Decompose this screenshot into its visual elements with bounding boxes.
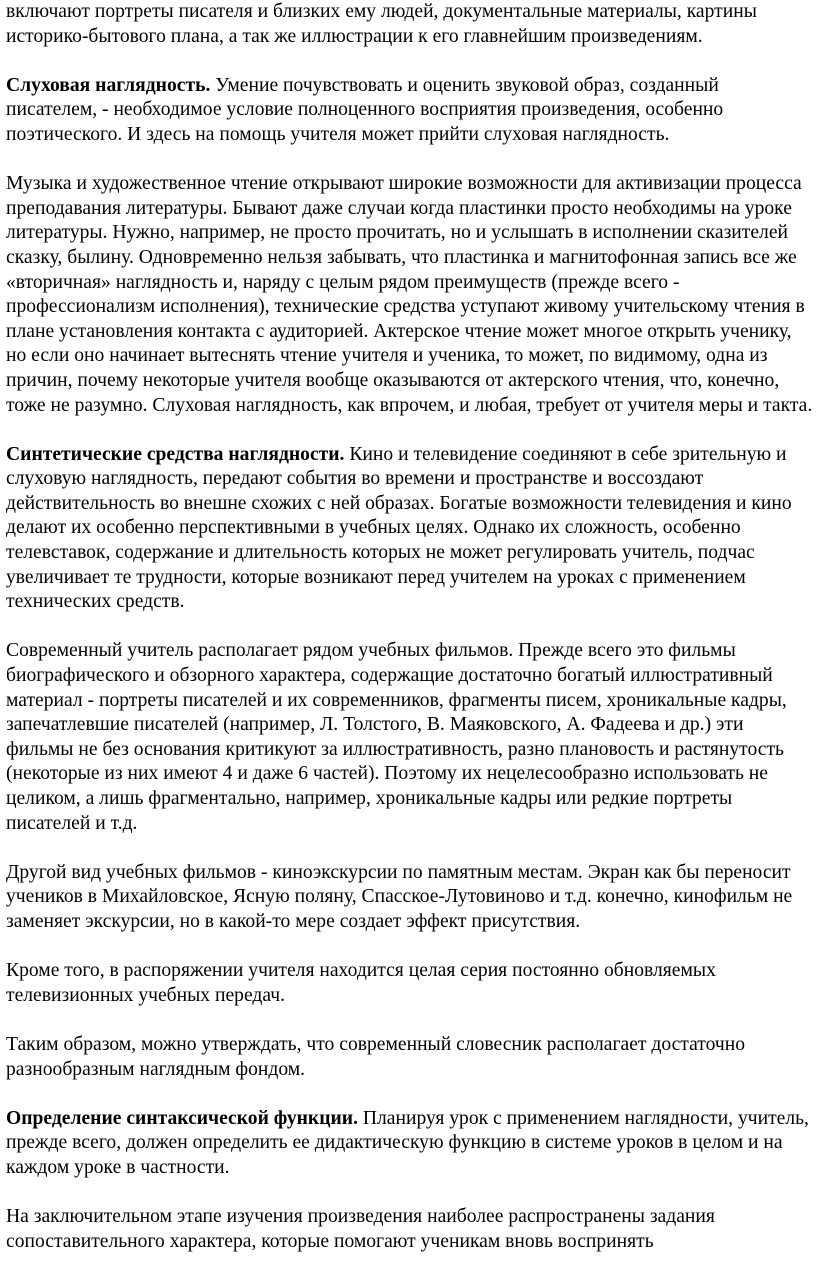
paragraph-1-text: включают портреты писателя и близких ему людей, документальные материалы, картины историко-бытового плана, а так же иллюстрации к его главнейшим произведениям. [6, 1, 757, 47]
paragraph-5-text: Современный учитель располагает рядом учебных фильмов. Прежде всего это фильмы биографического и обзорного характера, содержащие достаточно богатый иллюстративный материал - портреты писателей и их современников, фрагменты писем, хроникальные кадры, запечатлевшие писателей (например, Л. Толстого, В. Маяковского, А. Фадеева и др.) эти фильмы не без основания критикуют за иллюстративность, разно плановость и растянутость (некоторые из них имеют 4 и даже 6 частей). Поэтому их нецелесообразно использовать не целиком, а лишь фрагментально, например, хроникальные кадры или редкие портреты писателей и т.д. [6, 640, 787, 834]
paragraph-6 [6, 861, 814, 935]
document-page [6, 0, 814, 1279]
paragraph-3 [6, 172, 814, 418]
paragraph-7-text: Кроме того, в распоряжении учителя находится целая серия постоянно обновляемых телевизионных учебных передач. [6, 960, 716, 1006]
paragraph-8 [6, 1033, 814, 1082]
paragraph-8-text: Таким образом, можно утверждать, что современный словесник располагает достаточно разнообразным наглядным фондом. [6, 1033, 746, 1080]
paragraph-1 [6, 0, 814, 49]
paragraph-10-text: На заключительном этапе изучения произведения наиболее распространены задания сопоставительного характера, которые помогают ученикам вновь воспринять [6, 1206, 715, 1252]
paragraph-6-text: Другой вид учебных фильмов - киноэкскурсии по памятным местам. Экран как бы переносит учеников в Михайловское, Ясную поляну, Спасское-Лутовиново и т.д. конечно, кинофильм не заменяет экскурсии, но в какой-то мере создает эффект присутствия. [6, 861, 793, 932]
paragraph-9 [6, 1107, 814, 1181]
paragraph-5 [6, 639, 814, 836]
paragraph-4-text: Кино и телевидение соединяют в себе зрительную и слуховую наглядность, передают события во времени и пространстве и воссоздают действительность во внешне схожих с ней образах. Богатые возможности телевидения и кино делают их особенно перспективными в учебных целях. Однако их сложность, особенно телевставок, содержание и длительность которых не может регулировать учитель, подчас увеличивает те трудности, которые возникают перед учителем на уроках с применением технических средств. [6, 443, 792, 613]
paragraph-9-heading: Определение синтаксической функции. [6, 1107, 358, 1129]
paragraph-2-text: Умение почувствовать и оценить звуковой образ, созданный писателем, - необходимое условие полноценного восприятия произведения, особенно поэтического. И здесь на помощь учителя может прийти слуховая наглядность. [6, 74, 724, 145]
paragraph-2-heading: Слуховая наглядность. [6, 74, 211, 96]
paragraph-2 [6, 74, 814, 148]
paragraph-7 [6, 959, 814, 1008]
paragraph-4 [6, 443, 814, 615]
paragraph-9-text: Планируя урок с применением наглядности, учитель, прежде всего, должен определить ее дидактическую функцию в системе уроков в целом и на каждом уроке в частности. [6, 1107, 809, 1178]
paragraph-10 [6, 1205, 814, 1254]
paragraph-3-text: Музыка и художественное чтение открывают широкие возможности для активизации процесса преподавания литературы. Бывают даже случаи когда пластинки просто необходимы на уроке литературы. Нужно, например, не просто прочитать, но и услышать в исполнении сказителей сказку, былину. Одновременно нельзя забывать, что пластинка и магнитофонная запись все же «вторичная» наглядность и, наряду с целым рядом преимуществ (прежде всего - профессионализм исполнения), технические средства уступают живому учительскому чтения в плане установления контакта с аудиторией. Актерское чтение может многое открыть ученику, но если оно начинает вытеснять чтение учителя и ученика, то может, по видимому, одна из причин, почему некоторые учителя вообще оказываются от актерского чтения, что, конечно, тоже не разумно. Слуховая наглядность, как впрочем, и любая, требует от учителя меры и такта. [6, 173, 813, 416]
paragraph-4-heading: Синтетические средства наглядности. [6, 443, 345, 465]
